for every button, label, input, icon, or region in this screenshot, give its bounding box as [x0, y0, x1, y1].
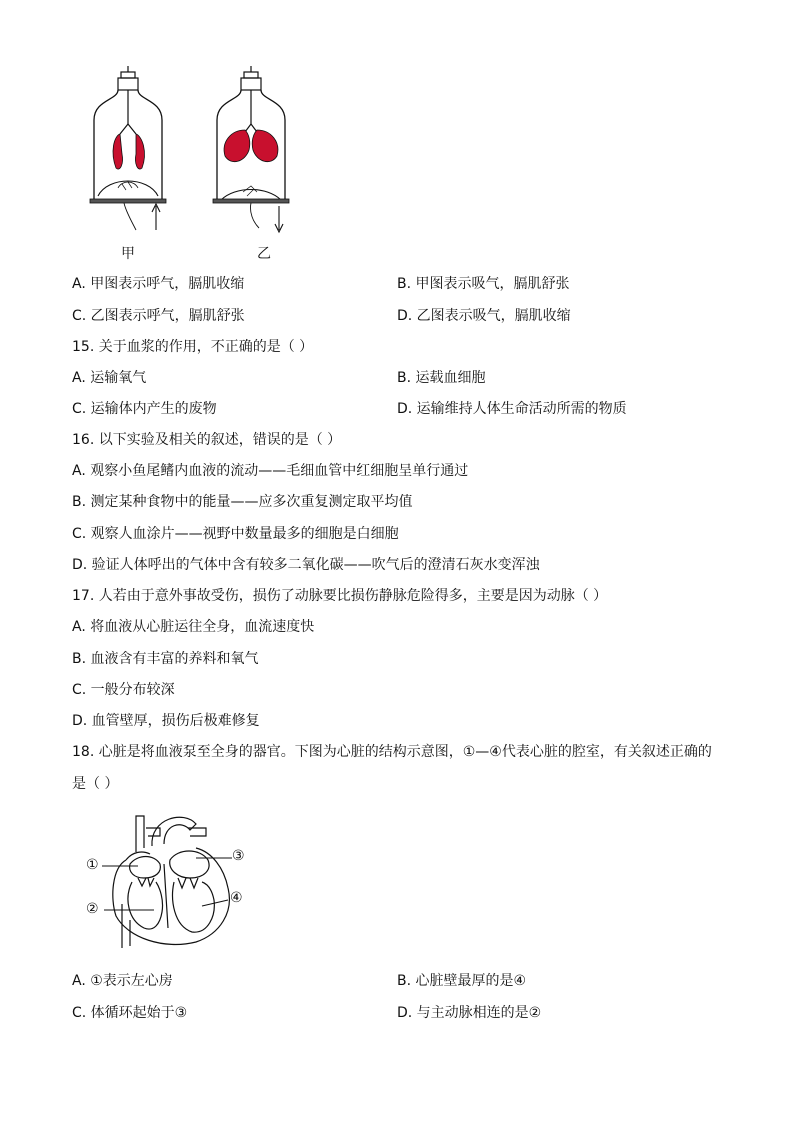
q15-stem: 15. 关于血浆的作用，不正确的是（ ）: [72, 339, 314, 355]
q18-option-a: A. ①表示左心房: [72, 973, 173, 989]
left-lung-jia: [113, 134, 123, 169]
right-lung-yi: [252, 130, 278, 162]
q17-stem: 17. 人若由于意外事故受伤，损伤了动脉要比损伤静脉危险得多，主要是因为动脉（ ）: [72, 588, 608, 604]
q18-option-b: B. 心脏壁最厚的是④: [397, 973, 527, 989]
heart-label-4: ④: [230, 890, 243, 906]
q17-option-c: C. 一般分布较深: [72, 682, 175, 698]
q17-option-b: B. 血液含有丰富的养料和氧气: [72, 651, 259, 667]
q17-option-d: D. 血管壁厚，损伤后极难修复: [72, 713, 260, 729]
figure-label-jia: 甲: [121, 246, 135, 262]
q15-option-c: C. 运输体内产生的废物: [72, 401, 217, 417]
q18-option-d: D. 与主动脉相连的是②: [397, 1005, 542, 1021]
q16-option-d: D. 验证人体呼出的气体中含有较多二氧化碳——吹气后的澄清石灰水变浑浊: [72, 557, 540, 573]
q18-stem-line2: 是（ ）: [72, 776, 119, 792]
q14-option-d: D. 乙图表示吸气，膈肌收缩: [397, 308, 571, 324]
q18-option-c: C. 体循环起始于③: [72, 1005, 188, 1021]
q15-option-d: D. 运输维持人体生命活动所需的物质: [397, 401, 627, 417]
q16-option-a: A. 观察小鱼尾鳍内血液的流动——毛细血管中红细胞呈单行通过: [72, 463, 469, 479]
q15-option-b: B. 运载血细胞: [397, 370, 486, 386]
bell-jar-yi: [213, 66, 289, 232]
q16-option-b: B. 测定某种食物中的能量——应多次重复测定取平均值: [72, 494, 413, 510]
q15-option-a: A. 运输氧气: [72, 370, 147, 386]
heart-label-1: ①: [86, 857, 99, 873]
figure-label-yi: 乙: [257, 246, 271, 262]
bell-jar-jia: [90, 66, 166, 230]
q14-option-a: A. 甲图表示呼气，膈肌收缩: [72, 276, 245, 292]
q16-option-c: C. 观察人血涂片——视野中数量最多的细胞是白细胞: [72, 526, 399, 542]
q18-stem-line1: 18. 心脏是将血液泵至全身的器官。下图为心脏的结构示意图，①—④代表心脏的腔室，有关叙述正确的: [72, 744, 712, 760]
q16-stem: 16. 以下实验及相关的叙述，错误的是（ ）: [72, 432, 342, 448]
q14-option-b: B. 甲图表示吸气，膈肌舒张: [397, 276, 570, 292]
left-lung-yi: [224, 130, 250, 162]
bell-jar-figure: [88, 72, 328, 242]
q14-option-c: C. 乙图表示呼气，膈肌舒张: [72, 308, 245, 324]
right-lung-jia: [135, 134, 144, 169]
heart-label-3: ③: [232, 848, 245, 864]
q17-option-a: A. 将血液从心脏运往全身，血流速度快: [72, 619, 315, 635]
heart-label-2: ②: [86, 901, 99, 917]
heart-diagram: [84, 808, 264, 958]
